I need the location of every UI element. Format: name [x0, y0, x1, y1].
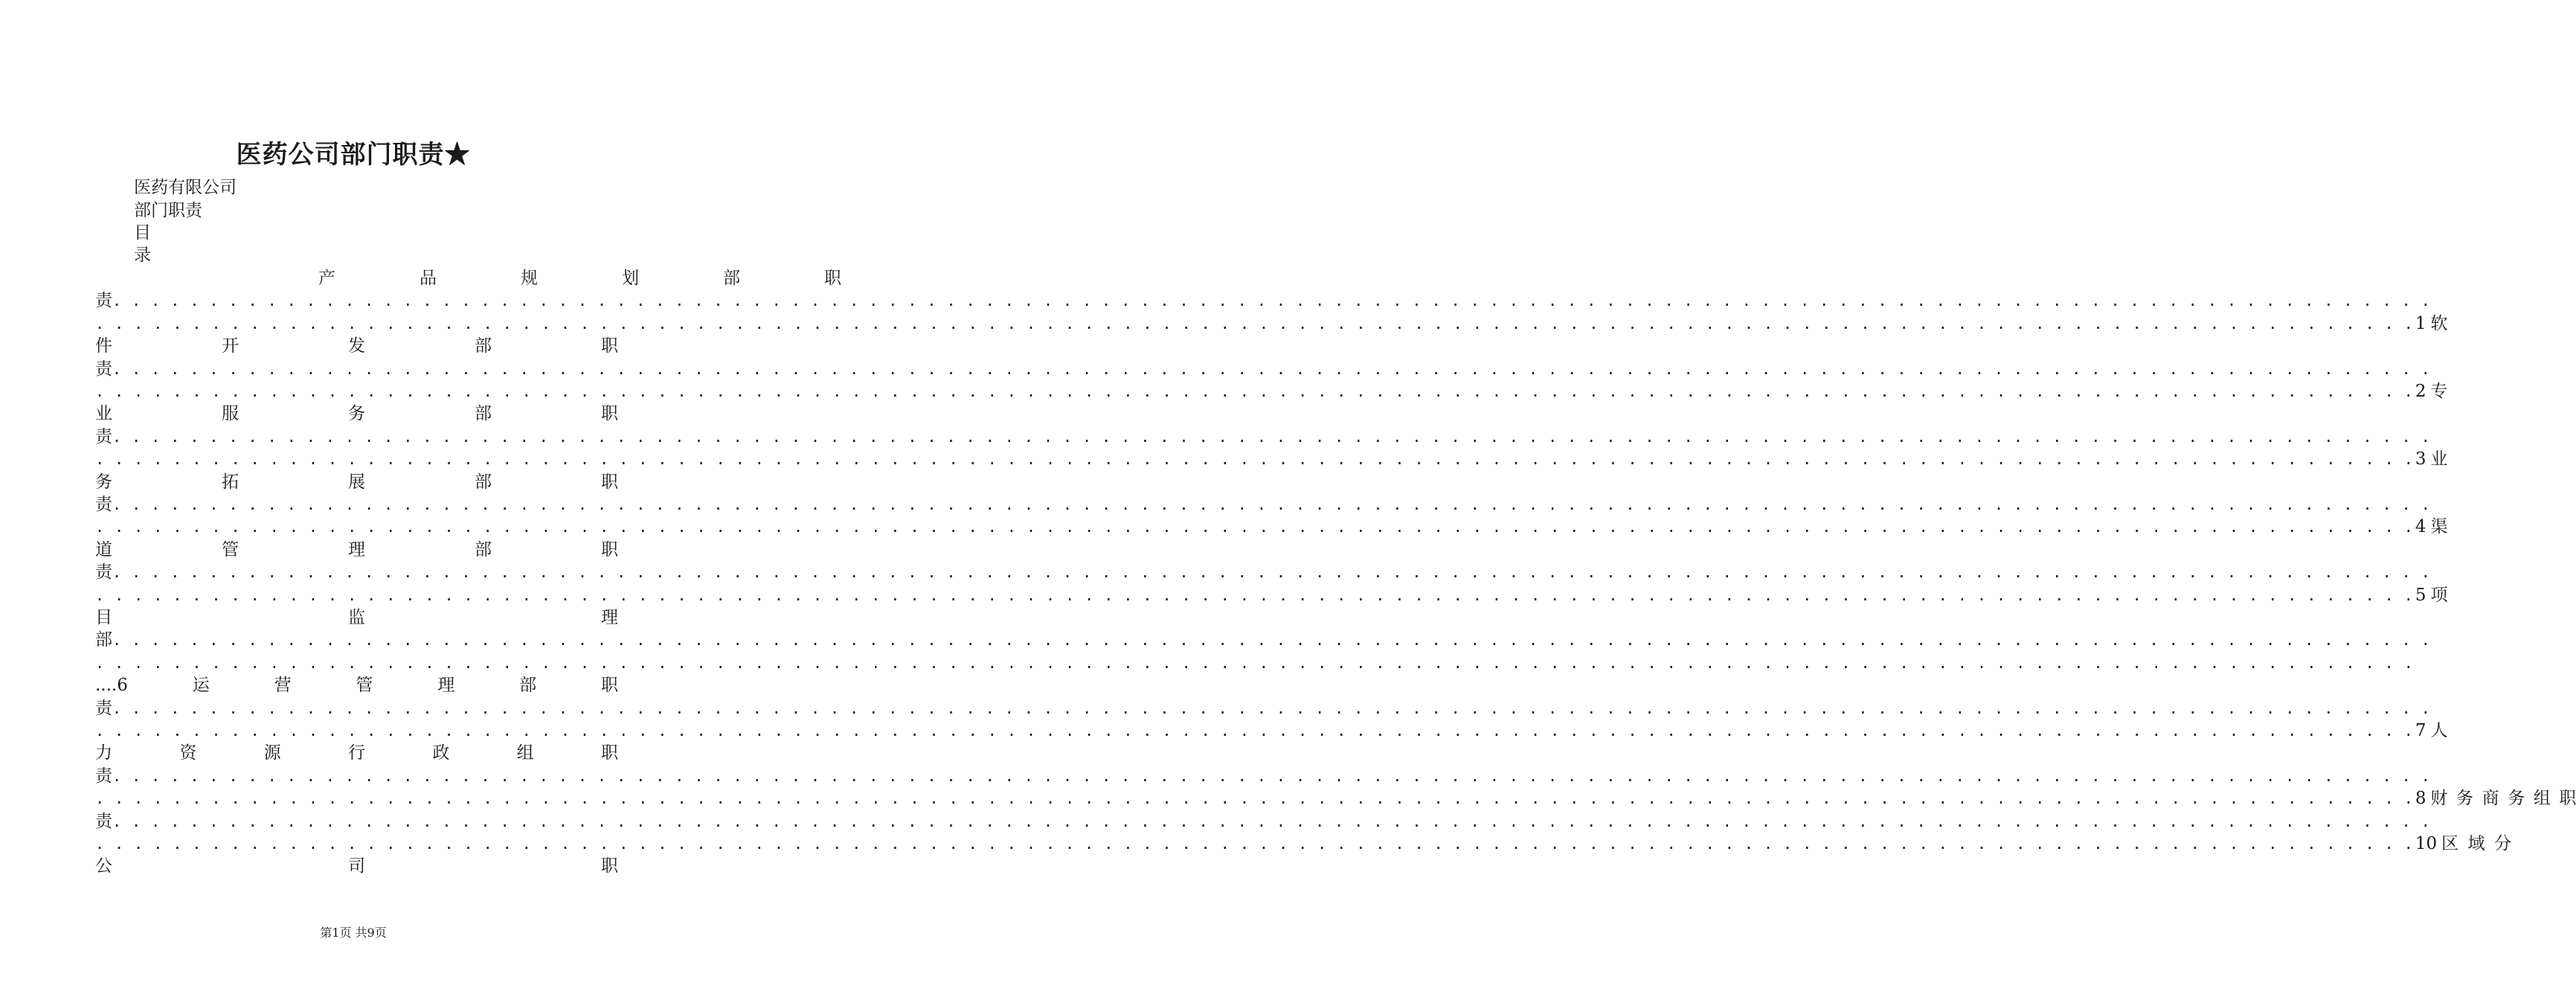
toc-char: 部	[475, 539, 492, 560]
toc-line	[95, 629, 2431, 651]
toc-next-entry-start	[2430, 719, 2450, 742]
leader-dots: . . . . . . . . . . . . . . . . . . . . . . . . . . . . . . . . . . . . . . . . . . . . . . . . . . . . . . . . . . . . . . . . . . . . . . . . . . . . . . . . . . . . . . . . . . . . . . . . . . . . . . . . . . . . . . . . . . . . . . . .	[112, 427, 2431, 446]
toc-line	[95, 652, 2414, 674]
leader-dots: . . . . . . . . . . . . . . . . . . . . . . . . . . . . . . . . . . . . . . . . . . . . . . . . . . . . . . . . . . . . . . . . . . . . . . . . . . . . . . . . . . . . . . . . . . . . . . . . . . . . . . . . . . . . . . . . . . . . . . . .	[95, 789, 2414, 808]
toc-line	[95, 833, 2512, 855]
toc-line	[95, 810, 2431, 833]
toc-line	[95, 561, 2431, 583]
toc-char: 拓	[222, 472, 239, 492]
toc-line	[95, 312, 2448, 335]
toc-char: 理	[601, 608, 618, 627]
toc-char: 运	[192, 676, 210, 696]
toc-char: 服	[222, 404, 239, 424]
toc-line	[95, 765, 2431, 787]
toc-next-entry-start	[2441, 833, 2511, 855]
toc-char: 资	[179, 743, 197, 763]
page-footer: 第1页 共9页	[320, 926, 387, 940]
toc-line	[95, 719, 2448, 742]
toc-char: 业	[95, 404, 112, 424]
toc-char: 务	[348, 404, 365, 424]
toc-char: 渠	[2430, 517, 2448, 537]
toc-char: 组	[516, 743, 534, 763]
toc-page-number: 5	[2415, 585, 2426, 605]
toc-next-entry-start	[2430, 380, 2450, 403]
toc-char: 品	[420, 269, 437, 288]
leader-dots: . . . . . . . . . . . . . . . . . . . . . . . . . . . . . . . . . . . . . . . . . . . . . . . . . . . . . . . . . . . . . . . . . . . . . . . . . . . . . . . . . . . . . . . . . . . . . . . . . . . . . . . . . . . . . . . . . . . . . . . .	[95, 722, 2414, 740]
leader-dots: . . . . . . . . . . . . . . . . . . . . . . . . . . . . . . . . . . . . . . . . . . . . . . . . . . . . . . . . . . . . . . . . . . . . . . . . . . . . . . . . . . . . . . . . . . . . . . . . . . . . . . . . . . . . . . . . . . . . . . . .	[112, 292, 2431, 310]
toc-char: 财	[2430, 789, 2448, 809]
leader-dots: . . . . . . . . . . . . . . . . . . . . . . . . . . . . . . . . . . . . . . . . . . . . . . . . . . . . . . . . . . . . . . . . . . . . . . . . . . . . . . . . . . . . . . . . . . . . . . . . . . . . . . . . . . . . . . . . . . . . . . . .	[95, 382, 2414, 400]
toc-line	[95, 358, 2431, 380]
toc-char: 营	[274, 676, 292, 696]
leader-dots: . . . . . . . . . . . . . . . . . . . . . . . . . . . . . . . . . . . . . . . . . . . . . . . . . . . . . . . . . . . . . . . . . . . . . . . . . . . . . . . . . . . . . . . . . . . . . . . . . . . . . . . . . . . . . . . . . . . . . . . .	[95, 835, 2414, 853]
toc-entry-label: 责	[95, 562, 112, 583]
toc-char: 专	[2430, 382, 2448, 401]
toc-char: 部	[475, 404, 492, 424]
toc-heading-part-1: 目	[134, 223, 151, 243]
toc-entry-label: 责	[95, 426, 112, 446]
toc-page-number: 3	[2415, 449, 2426, 469]
toc-page-number: 8	[2415, 789, 2426, 809]
toc-char: 政	[432, 743, 450, 763]
toc-char: 开	[222, 336, 239, 356]
toc-char: 组	[2533, 789, 2551, 809]
toc-next-entry-start	[2430, 787, 2576, 810]
toc-char: 域	[2467, 834, 2485, 853]
toc-line	[95, 493, 2431, 516]
toc-char: 部	[475, 336, 492, 356]
toc-line	[95, 448, 2448, 470]
toc-page-number: 1	[2415, 313, 2426, 333]
toc-line	[95, 539, 618, 561]
toc-char: ....6	[95, 676, 128, 696]
toc-entry-label: 责	[95, 766, 112, 786]
toc-line	[95, 606, 618, 629]
toc-char: 部	[475, 472, 492, 492]
toc-line	[95, 742, 618, 764]
toc-char: 监	[348, 608, 365, 627]
toc-char: 划	[622, 269, 639, 288]
leader-dots: . . . . . . . . . . . . . . . . . . . . . . . . . . . . . . . . . . . . . . . . . . . . . . . . . . . . . . . . . . . . . . . . . . . . . . . . . . . . . . . . . . . . . . . . . . . . . . . . . . . . . . . . . . . . . . . . . . . . . . . .	[95, 586, 2414, 604]
toc-page-number: 7	[2415, 721, 2426, 740]
toc-char: 目	[95, 608, 112, 627]
toc-entry-label: 责	[95, 359, 112, 379]
toc-char: 理	[348, 539, 365, 560]
toc-next-entry-start	[2430, 448, 2450, 470]
toc-char: 务	[2456, 789, 2474, 809]
toc-char: 业	[2430, 449, 2448, 469]
toc-char: 产	[318, 269, 335, 288]
leader-dots: . . . . . . . . . . . . . . . . . . . . . . . . . . . . . . . . . . . . . . . . . . . . . . . . . . . . . . . . . . . . . . . . . . . . . . . . . . . . . . . . . . . . . . . . . . . . . . . . . . . . . . . . . . . . . . . . . . . . . . . .	[95, 450, 2414, 469]
toc-line	[95, 697, 2431, 719]
toc-char: 理	[437, 676, 455, 696]
toc-line	[95, 674, 618, 696]
toc-char: 务	[2508, 789, 2525, 809]
toc-char: 职	[824, 269, 841, 288]
toc-line	[95, 426, 2431, 448]
toc-char: 力	[95, 743, 112, 763]
toc-char: 职	[600, 676, 618, 696]
toc-line	[95, 335, 618, 357]
leader-dots: . . . . . . . . . . . . . . . . . . . . . . . . . . . . . . . . . . . . . . . . . . . . . . . . . . . . . . . . . . . . . . . . . . . . . . . . . . . . . . . . . . . . . . . . . . . . . . . . . . . . . . . . . . . . . . . . . . . . . . . .	[112, 631, 2431, 650]
toc-char: 商	[2482, 789, 2499, 809]
toc-char: 展	[348, 472, 365, 492]
toc-char: 职	[601, 404, 618, 424]
toc-char: 管	[222, 539, 239, 560]
toc-entry-label: 部	[95, 630, 112, 650]
toc-char: 软	[2430, 313, 2448, 333]
toc-line	[95, 584, 2448, 606]
toc-char: 发	[348, 336, 365, 356]
toc-char: 务	[95, 472, 112, 492]
leader-dots: . . . . . . . . . . . . . . . . . . . . . . . . . . . . . . . . . . . . . . . . . . . . . . . . . . . . . . . . . . . . . . . . . . . . . . . . . . . . . . . . . . . . . . . . . . . . . . . . . . . . . . . . . . . . . . . . . . . . . . . .	[112, 359, 2431, 378]
toc-char: 司	[348, 856, 365, 876]
toc-line	[95, 380, 2448, 403]
toc-entry-label: 责	[95, 291, 112, 311]
toc-line	[95, 403, 618, 425]
toc-char: 行	[347, 743, 365, 763]
toc-char: 件	[95, 336, 112, 356]
toc-char: 源	[263, 743, 281, 763]
toc-line	[95, 267, 841, 289]
toc-line	[95, 471, 618, 493]
toc-next-entry-start	[2430, 312, 2450, 335]
toc-entry-label: 责	[95, 698, 112, 718]
leader-dots: . . . . . . . . . . . . . . . . . . . . . . . . . . . . . . . . . . . . . . . . . . . . . . . . . . . . . . . . . . . . . . . . . . . . . . . . . . . . . . . . . . . . . . . . . . . . . . . . . . . . . . . . . . . . . . . . . . . . . . . .	[95, 653, 2414, 672]
toc-heading-part-2: 录	[134, 246, 151, 265]
toc-char: 项	[2430, 585, 2448, 605]
toc-next-entry-start	[2430, 516, 2450, 538]
leader-dots: . . . . . . . . . . . . . . . . . . . . . . . . . . . . . . . . . . . . . . . . . . . . . . . . . . . . . . . . . . . . . . . . . . . . . . . . . . . . . . . . . . . . . . . . . . . . . . . . . . . . . . . . . . . . . . . . . . . . . . . .	[95, 518, 2414, 536]
toc-char: 公	[95, 856, 112, 876]
toc-line	[95, 787, 2576, 810]
leader-dots: . . . . . . . . . . . . . . . . . . . . . . . . . . . . . . . . . . . . . . . . . . . . . . . . . . . . . . . . . . . . . . . . . . . . . . . . . . . . . . . . . . . . . . . . . . . . . . . . . . . . . . . . . . . . . . . . . . . . . . . .	[112, 496, 2431, 513]
document-title: 医药公司部门职责★	[236, 140, 471, 170]
toc-page-number: 2	[2415, 382, 2426, 401]
leader-dots: . . . . . . . . . . . . . . . . . . . . . . . . . . . . . . . . . . . . . . . . . . . . . . . . . . . . . . . . . . . . . . . . . . . . . . . . . . . . . . . . . . . . . . . . . . . . . . . . . . . . . . . . . . . . . . . . . . . . . . . .	[95, 314, 2414, 333]
toc-char: 道	[95, 539, 112, 560]
toc-char: 区	[2441, 834, 2459, 853]
leader-dots: . . . . . . . . . . . . . . . . . . . . . . . . . . . . . . . . . . . . . . . . . . . . . . . . . . . . . . . . . . . . . . . . . . . . . . . . . . . . . . . . . . . . . . . . . . . . . . . . . . . . . . . . . . . . . . . . . . . . . . . .	[112, 766, 2431, 785]
section-heading: 部门职责	[134, 201, 202, 220]
toc-char: 部	[519, 676, 537, 696]
toc-char: 职	[601, 539, 618, 560]
company-name: 医药有限公司	[134, 178, 237, 197]
toc-entry-label: 责	[95, 495, 112, 514]
toc-line	[95, 516, 2448, 538]
toc-next-entry-start	[2430, 584, 2450, 606]
toc-char: 管	[356, 676, 373, 696]
toc-char: 分	[2494, 834, 2512, 853]
toc-page-number: 10	[2415, 834, 2438, 853]
toc-char: 规	[521, 269, 538, 288]
toc-entry-label: 责	[95, 811, 112, 831]
toc-page-number: 4	[2415, 517, 2426, 537]
leader-dots: . . . . . . . . . . . . . . . . . . . . . . . . . . . . . . . . . . . . . . . . . . . . . . . . . . . . . . . . . . . . . . . . . . . . . . . . . . . . . . . . . . . . . . . . . . . . . . . . . . . . . . . . . . . . . . . . . . . . . . . .	[112, 699, 2431, 717]
toc-char: 职	[601, 472, 618, 492]
toc-line	[95, 855, 618, 877]
leader-dots: . . . . . . . . . . . . . . . . . . . . . . . . . . . . . . . . . . . . . . . . . . . . . . . . . . . . . . . . . . . . . . . . . . . . . . . . . . . . . . . . . . . . . . . . . . . . . . . . . . . . . . . . . . . . . . . . . . . . . . . .	[112, 563, 2431, 582]
toc-char: 职	[600, 743, 618, 763]
toc-char: 职	[2559, 789, 2576, 809]
leader-dots: . . . . . . . . . . . . . . . . . . . . . . . . . . . . . . . . . . . . . . . . . . . . . . . . . . . . . . . . . . . . . . . . . . . . . . . . . . . . . . . . . . . . . . . . . . . . . . . . . . . . . . . . . . . . . . . . . . . . . . . .	[112, 812, 2431, 830]
toc-line	[95, 289, 2431, 312]
toc-char: 职	[601, 856, 618, 876]
toc-char: 部	[723, 269, 740, 288]
toc-char: 人	[2430, 721, 2448, 740]
toc-char: 职	[601, 336, 618, 356]
